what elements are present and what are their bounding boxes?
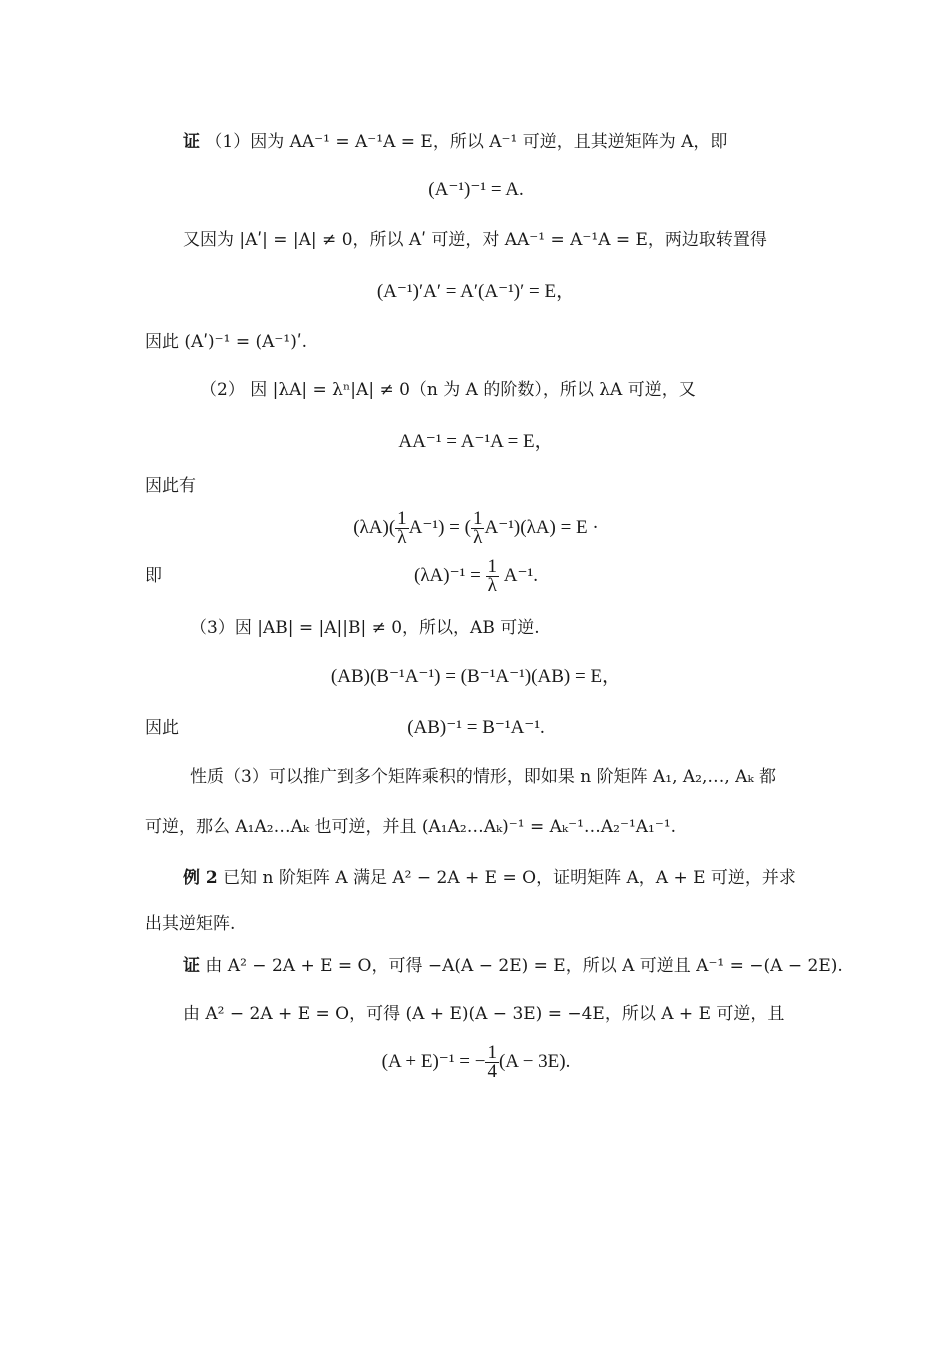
- label-therefore-have: 因此有: [145, 476, 196, 496]
- eq-lambda-product-left: (λA)(: [353, 517, 396, 538]
- eq-final-inverse-left: (A + E)⁻¹ = −: [381, 1051, 486, 1072]
- proof-1-conclusion: 因此 (Aʹ)⁻¹ = (A⁻¹)ʹ.: [145, 332, 307, 352]
- fraction-denominator: 4: [487, 1061, 497, 1083]
- fraction: [485, 1044, 499, 1081]
- eq-ab-inverse: (AB)⁻¹ = B⁻¹A⁻¹.: [407, 717, 545, 738]
- proof-ex-1: 证 由 A² − 2A + E = O，可得 −A(A − 2E) = E，所以 A 可逆且 A⁻¹ = −(A − 2E).: [183, 956, 843, 976]
- eq-lambda-product-right: A⁻¹)(λA) = E ·: [484, 517, 599, 538]
- proof-3a: （3）因 |AB| = |A||B| ≠ 0，所以，AB 可逆.: [190, 618, 540, 638]
- fraction: [486, 558, 500, 595]
- generalize-1: 性质（3）可以推广到多个矩阵乘积的情形，即如果 n 阶矩阵 A₁, A₂,…, Aₖ 都: [190, 767, 777, 787]
- generalize-2: 可逆，那么 A₁A₂…Aₖ 也可逆，并且 (A₁A₂…Aₖ)⁻¹ = Aₖ⁻¹…A₂⁻¹A₁⁻¹.: [145, 817, 677, 837]
- fraction-numerator: 1: [472, 508, 483, 530]
- fraction-denominator: λ: [487, 575, 497, 597]
- proof-1a: 证 （1）因为 AA⁻¹ = A⁻¹A = E，所以 A⁻¹ 可逆，且其逆矩阵为 A，即: [183, 132, 728, 152]
- proof-1b: 又因为 |Aʹ| = |A| ≠ 0，所以 Aʹ 可逆，对 AA⁻¹ = A⁻¹A = E，两边取转置得: [183, 230, 767, 250]
- eq-lambda-inverse: [0, 556, 952, 596]
- eq-final-inverse-right: (A − 3E).: [498, 1051, 571, 1072]
- keyword-label: 证: [183, 956, 200, 976]
- eq-lambda-inverse-right: A⁻¹.: [503, 565, 538, 586]
- label-therefore: 因此: [145, 718, 179, 738]
- example-2b: 出其逆矩阵.: [145, 914, 236, 934]
- fraction: [471, 510, 485, 547]
- keyword-label: 例 2: [183, 868, 218, 888]
- eq-final-inverse: [0, 1042, 952, 1082]
- eq-lambda-product-mid: A⁻¹) = (: [408, 517, 471, 538]
- fraction-numerator: 1: [397, 508, 407, 530]
- fraction-numerator: 1: [487, 1042, 497, 1064]
- eq-transpose-product: (A⁻¹)ʹAʹ = Aʹ(A⁻¹)ʹ = E，: [376, 281, 576, 302]
- fraction: [395, 510, 409, 547]
- fraction-denominator: λ: [473, 527, 483, 549]
- proof-2a: （2） 因 |λA| = λⁿ|A| ≠ 0（n 为 A 的阶数），所以 λA 可逆，又: [200, 380, 696, 400]
- eq-inverse-identity: AA⁻¹ = A⁻¹A = E，: [398, 431, 554, 452]
- eq-lambda-inverse-left: (λA)⁻¹ =: [414, 565, 481, 586]
- example-2a: 例 2 已知 n 阶矩阵 A 满足 A² − 2A + E = O，证明矩阵 A，A + E 可逆，并求: [183, 868, 796, 888]
- fraction-denominator: λ: [397, 527, 407, 549]
- label-namely: 即: [145, 566, 162, 586]
- eq-lambda-product: [0, 508, 952, 548]
- eq-inverse-of-inverse: (A⁻¹)⁻¹ = A.: [428, 179, 524, 200]
- fraction-numerator: 1: [487, 556, 498, 578]
- keyword-label: 证: [183, 132, 200, 152]
- eq-ab-product: (AB)(B⁻¹A⁻¹) = (B⁻¹A⁻¹)(AB) = E，: [330, 666, 622, 687]
- proof-ex-2: 由 A² − 2A + E = O，可得 (A + E)(A − 3E) = −4E，所以 A + E 可逆，且: [183, 1004, 785, 1024]
